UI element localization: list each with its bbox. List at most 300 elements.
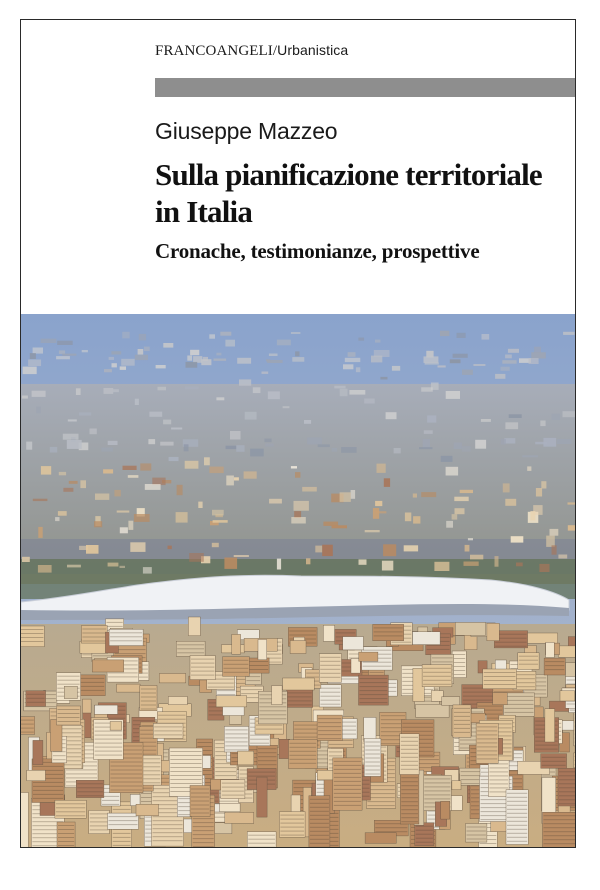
window-row (21, 629, 43, 630)
window-row (224, 664, 249, 665)
window-row (77, 783, 103, 784)
distant-building (193, 356, 202, 363)
distant-building (90, 429, 97, 435)
window-row (170, 751, 201, 752)
window-row (290, 751, 317, 752)
distant-building (345, 358, 361, 362)
window-row (507, 821, 527, 822)
window-row (280, 827, 304, 828)
window-row (280, 823, 304, 824)
distant-building (349, 390, 365, 395)
foreground-building (95, 705, 118, 714)
foreground-building (574, 711, 575, 746)
window-row (170, 775, 201, 776)
distant-building (168, 546, 172, 550)
distant-building (495, 374, 505, 379)
window-row (170, 771, 201, 772)
foreground-building (558, 768, 575, 806)
window-row (153, 824, 183, 825)
window-row (424, 782, 450, 783)
foreground-building (558, 646, 575, 657)
foreground-building (283, 678, 315, 690)
distant-building (79, 412, 91, 415)
distant-building (186, 362, 198, 368)
window-row (542, 761, 566, 762)
window-row (477, 750, 497, 751)
window-row (248, 776, 275, 777)
window-row (193, 834, 214, 835)
window-row (559, 795, 575, 796)
window-row (367, 805, 394, 806)
foreground-building (223, 657, 250, 677)
distant-building (114, 490, 120, 497)
distant-building (294, 511, 301, 518)
distant-building (452, 514, 458, 520)
window-row (95, 735, 123, 736)
window-row (310, 807, 329, 808)
window-row (367, 793, 394, 794)
book-title (155, 156, 570, 230)
window-row (193, 838, 214, 839)
window-row (423, 676, 451, 677)
distant-building (382, 561, 393, 571)
window-row (484, 680, 516, 681)
distant-building (351, 490, 356, 499)
distant-building (340, 389, 348, 397)
window-row (363, 666, 392, 667)
distant-building (123, 466, 137, 470)
window-row (544, 831, 576, 832)
window-row (507, 817, 527, 818)
window-row (225, 729, 247, 730)
distant-building (216, 353, 221, 356)
window-row (259, 718, 286, 719)
window-row (334, 805, 361, 806)
window-row (504, 712, 533, 713)
distant-building (122, 332, 130, 339)
distant-building (130, 542, 145, 552)
window-row (329, 755, 342, 756)
window-row (109, 820, 138, 821)
window-row (310, 831, 329, 832)
window-row (141, 693, 156, 694)
window-row (56, 815, 85, 816)
distant-building (68, 419, 77, 421)
window-row (367, 801, 394, 802)
window-row (193, 818, 214, 819)
distant-building (264, 439, 271, 443)
window-row (559, 783, 575, 784)
window-row (27, 702, 45, 703)
distant-building (59, 472, 66, 475)
distant-building (424, 430, 433, 434)
window-row (259, 714, 286, 715)
window-row (545, 665, 564, 666)
foreground-building (319, 654, 341, 683)
distant-building (505, 355, 512, 359)
window-row (453, 654, 465, 655)
window-row (401, 809, 418, 810)
window-row (111, 782, 143, 783)
foreground-building (543, 812, 576, 847)
foreground-building (214, 823, 232, 834)
distant-building (109, 357, 114, 360)
distant-building (552, 414, 561, 421)
distant-building (495, 556, 499, 567)
window-row (401, 737, 418, 738)
window-row (424, 798, 450, 799)
window-row (280, 835, 304, 836)
window-row (153, 836, 183, 837)
distant-building (334, 386, 345, 389)
distant-building (377, 464, 386, 473)
distant-building (268, 391, 280, 399)
window-row (143, 770, 160, 771)
window-row (306, 673, 320, 674)
distant-building (516, 563, 523, 567)
distant-building (413, 494, 417, 498)
distant-building (185, 387, 199, 390)
distant-building (56, 356, 70, 359)
distant-building (212, 510, 224, 516)
distant-building (236, 445, 244, 452)
window-row (95, 743, 123, 744)
distant-building (135, 399, 139, 405)
window-row (193, 846, 214, 847)
window-row (360, 682, 388, 683)
foreground-building (142, 755, 161, 785)
window-row (363, 662, 392, 663)
window-row (191, 671, 214, 672)
window-row (514, 682, 535, 683)
window-row (95, 751, 123, 752)
distant-building (160, 442, 173, 446)
distant-building (481, 419, 491, 422)
distant-building (419, 447, 433, 449)
window-row (453, 662, 465, 663)
distant-building (563, 332, 575, 335)
window-row (544, 819, 576, 820)
window-row (217, 694, 235, 695)
distant-building (95, 494, 109, 500)
window-row (453, 674, 465, 675)
window-row (33, 790, 63, 791)
distant-building (511, 536, 524, 542)
window-row (318, 726, 341, 727)
distant-building (332, 448, 337, 452)
window-row (559, 803, 575, 804)
distant-building (441, 456, 453, 462)
window-row (567, 680, 576, 681)
window-row (111, 762, 143, 763)
distant-building (504, 438, 515, 443)
distant-building (41, 466, 51, 475)
window-row (258, 760, 277, 761)
distant-building (120, 566, 126, 568)
window-row (477, 726, 497, 727)
window-row (222, 787, 244, 788)
distant-building (455, 508, 465, 514)
distant-building (187, 356, 192, 361)
distant-building (67, 440, 82, 449)
window-row (318, 730, 341, 731)
window-row (310, 823, 329, 824)
distant-building (405, 513, 411, 522)
window-row (467, 831, 486, 832)
window-row (107, 626, 123, 627)
window-row (401, 805, 418, 806)
distant-building (546, 536, 555, 547)
window-row (365, 750, 380, 751)
distant-building (373, 508, 379, 519)
window-row (401, 789, 418, 790)
window-row (367, 789, 394, 790)
foreground-building (400, 766, 419, 824)
foreground-building (518, 653, 539, 670)
foreground-building (188, 617, 200, 636)
window-row (375, 827, 407, 828)
foreground-building (225, 812, 254, 823)
window-row (209, 714, 223, 715)
distant-building (375, 501, 382, 506)
window-row (193, 826, 214, 827)
distant-building (213, 520, 228, 523)
distant-building (427, 415, 436, 422)
foreground-building (487, 623, 499, 641)
distant-building (462, 446, 471, 451)
distant-building (536, 488, 542, 497)
window-row (193, 822, 214, 823)
distant-building (86, 545, 99, 554)
distant-building (505, 499, 516, 506)
window-row (177, 648, 204, 649)
foreground-building (562, 721, 575, 730)
distant-building (535, 442, 547, 445)
distant-building (380, 377, 387, 380)
foreground-building (279, 739, 290, 758)
window-row (294, 733, 319, 734)
window-row (108, 672, 138, 673)
window-row (259, 710, 286, 711)
window-row (290, 763, 317, 764)
distant-building (163, 343, 173, 348)
window-row (82, 641, 106, 642)
window-row (504, 708, 533, 709)
window-row (224, 668, 249, 669)
distant-building (41, 339, 57, 343)
window-row (294, 725, 319, 726)
window-row (225, 733, 247, 734)
window-row (489, 771, 508, 772)
window-row (544, 823, 576, 824)
book-subtitle: Cronache, testimonianze, prospettive (155, 239, 480, 263)
window-row (66, 769, 97, 770)
window-row (484, 676, 516, 677)
window-row (170, 783, 201, 784)
window-row (53, 759, 66, 760)
window-row (477, 738, 497, 739)
window-row (191, 659, 214, 660)
window-row (519, 660, 538, 661)
window-row (58, 837, 74, 838)
window-row (401, 801, 418, 802)
distant-building (62, 354, 76, 356)
distant-building (501, 367, 510, 371)
window-row (545, 661, 564, 662)
distant-building (101, 448, 113, 452)
window-row (197, 742, 211, 743)
window-row (360, 678, 388, 679)
window-row (153, 828, 183, 829)
window-row (56, 811, 85, 812)
window-row (225, 737, 247, 738)
foreground-building (272, 686, 283, 705)
window-row (401, 777, 418, 778)
window-row (153, 840, 183, 841)
window-row (33, 782, 63, 783)
window-row (507, 833, 527, 834)
distant-building (269, 354, 278, 357)
window-row (559, 771, 575, 772)
distant-building (568, 502, 576, 504)
window-row (143, 778, 160, 779)
window-row (334, 789, 361, 790)
window-row (109, 824, 138, 825)
distant-building (262, 372, 269, 374)
window-row (535, 745, 558, 746)
window-row (504, 696, 533, 697)
distant-building (55, 517, 59, 521)
window-row (95, 755, 123, 756)
window-row (467, 827, 486, 828)
window-row (365, 774, 380, 775)
window-row (177, 652, 204, 653)
window-row (215, 767, 236, 768)
window-row (507, 805, 527, 806)
foreground-building (373, 624, 404, 640)
distant-building (384, 478, 390, 487)
distant-building (558, 555, 567, 559)
distant-building (108, 441, 118, 445)
distant-building (307, 438, 322, 445)
distant-building (111, 351, 121, 354)
distant-building (295, 472, 300, 478)
series-name: Urbanistica (277, 42, 349, 58)
foreground-building (232, 634, 241, 654)
window-row (454, 724, 470, 725)
window-row (215, 775, 236, 776)
window-row (33, 786, 63, 787)
window-row (427, 649, 450, 650)
distant-building (453, 354, 468, 358)
window-row (484, 672, 516, 673)
window-row (545, 669, 564, 670)
distant-building (371, 356, 382, 363)
window-row (365, 754, 380, 755)
window-row (294, 783, 315, 784)
distant-building (464, 562, 479, 566)
window-row (224, 660, 249, 661)
window-row (334, 785, 361, 786)
foreground-building (493, 693, 508, 705)
window-row (225, 741, 247, 742)
distant-building (212, 543, 219, 547)
distant-building (135, 355, 148, 360)
distant-building (201, 359, 211, 365)
distant-building (244, 471, 257, 478)
foreground-building (221, 780, 245, 799)
window-row (360, 702, 388, 703)
foreground-building (229, 715, 241, 724)
distant-building (539, 564, 549, 572)
window-row (246, 680, 260, 681)
window-row (514, 686, 535, 687)
distant-building (220, 332, 231, 336)
distant-building (121, 359, 135, 366)
window-row (423, 672, 451, 673)
distant-building (550, 529, 559, 536)
window-row (82, 629, 106, 630)
window-row (453, 658, 465, 659)
foreground-building (289, 740, 318, 769)
distant-building (343, 364, 353, 369)
window-row (480, 843, 497, 844)
foreground-building (130, 794, 140, 805)
window-row (141, 689, 156, 690)
distant-building (22, 557, 30, 562)
foreground-building (110, 722, 122, 731)
window-row (111, 770, 143, 771)
foreground-building (400, 734, 419, 775)
window-row (113, 841, 131, 842)
distant-building (457, 333, 466, 338)
foreground-building (33, 740, 43, 764)
foreground-building (81, 626, 107, 644)
window-row (370, 672, 384, 673)
distant-building (59, 350, 65, 354)
window-row (111, 790, 143, 791)
window-row (248, 839, 275, 840)
distant-building (341, 447, 357, 453)
window-row (143, 782, 160, 783)
window-row (423, 680, 451, 681)
distant-building (277, 559, 281, 570)
foreground-building (109, 629, 143, 645)
cover-photo (21, 314, 575, 847)
window-row (360, 698, 388, 699)
window-row (334, 769, 361, 770)
window-row (381, 715, 405, 716)
window-row (334, 801, 361, 802)
distant-building (424, 356, 439, 363)
window-row (58, 841, 74, 842)
window-row (191, 793, 209, 794)
foreground-building (257, 777, 267, 817)
distant-building (209, 334, 215, 338)
window-row (365, 762, 380, 763)
window-row (110, 636, 142, 637)
foreground-building (216, 696, 247, 707)
window-row (258, 756, 277, 757)
window-row (507, 841, 527, 842)
window-row (209, 710, 223, 711)
distant-building (237, 358, 251, 364)
distant-building (283, 406, 290, 408)
window-row (113, 837, 131, 838)
window-row (56, 807, 85, 808)
window-row (90, 821, 109, 822)
window-row (454, 728, 470, 729)
